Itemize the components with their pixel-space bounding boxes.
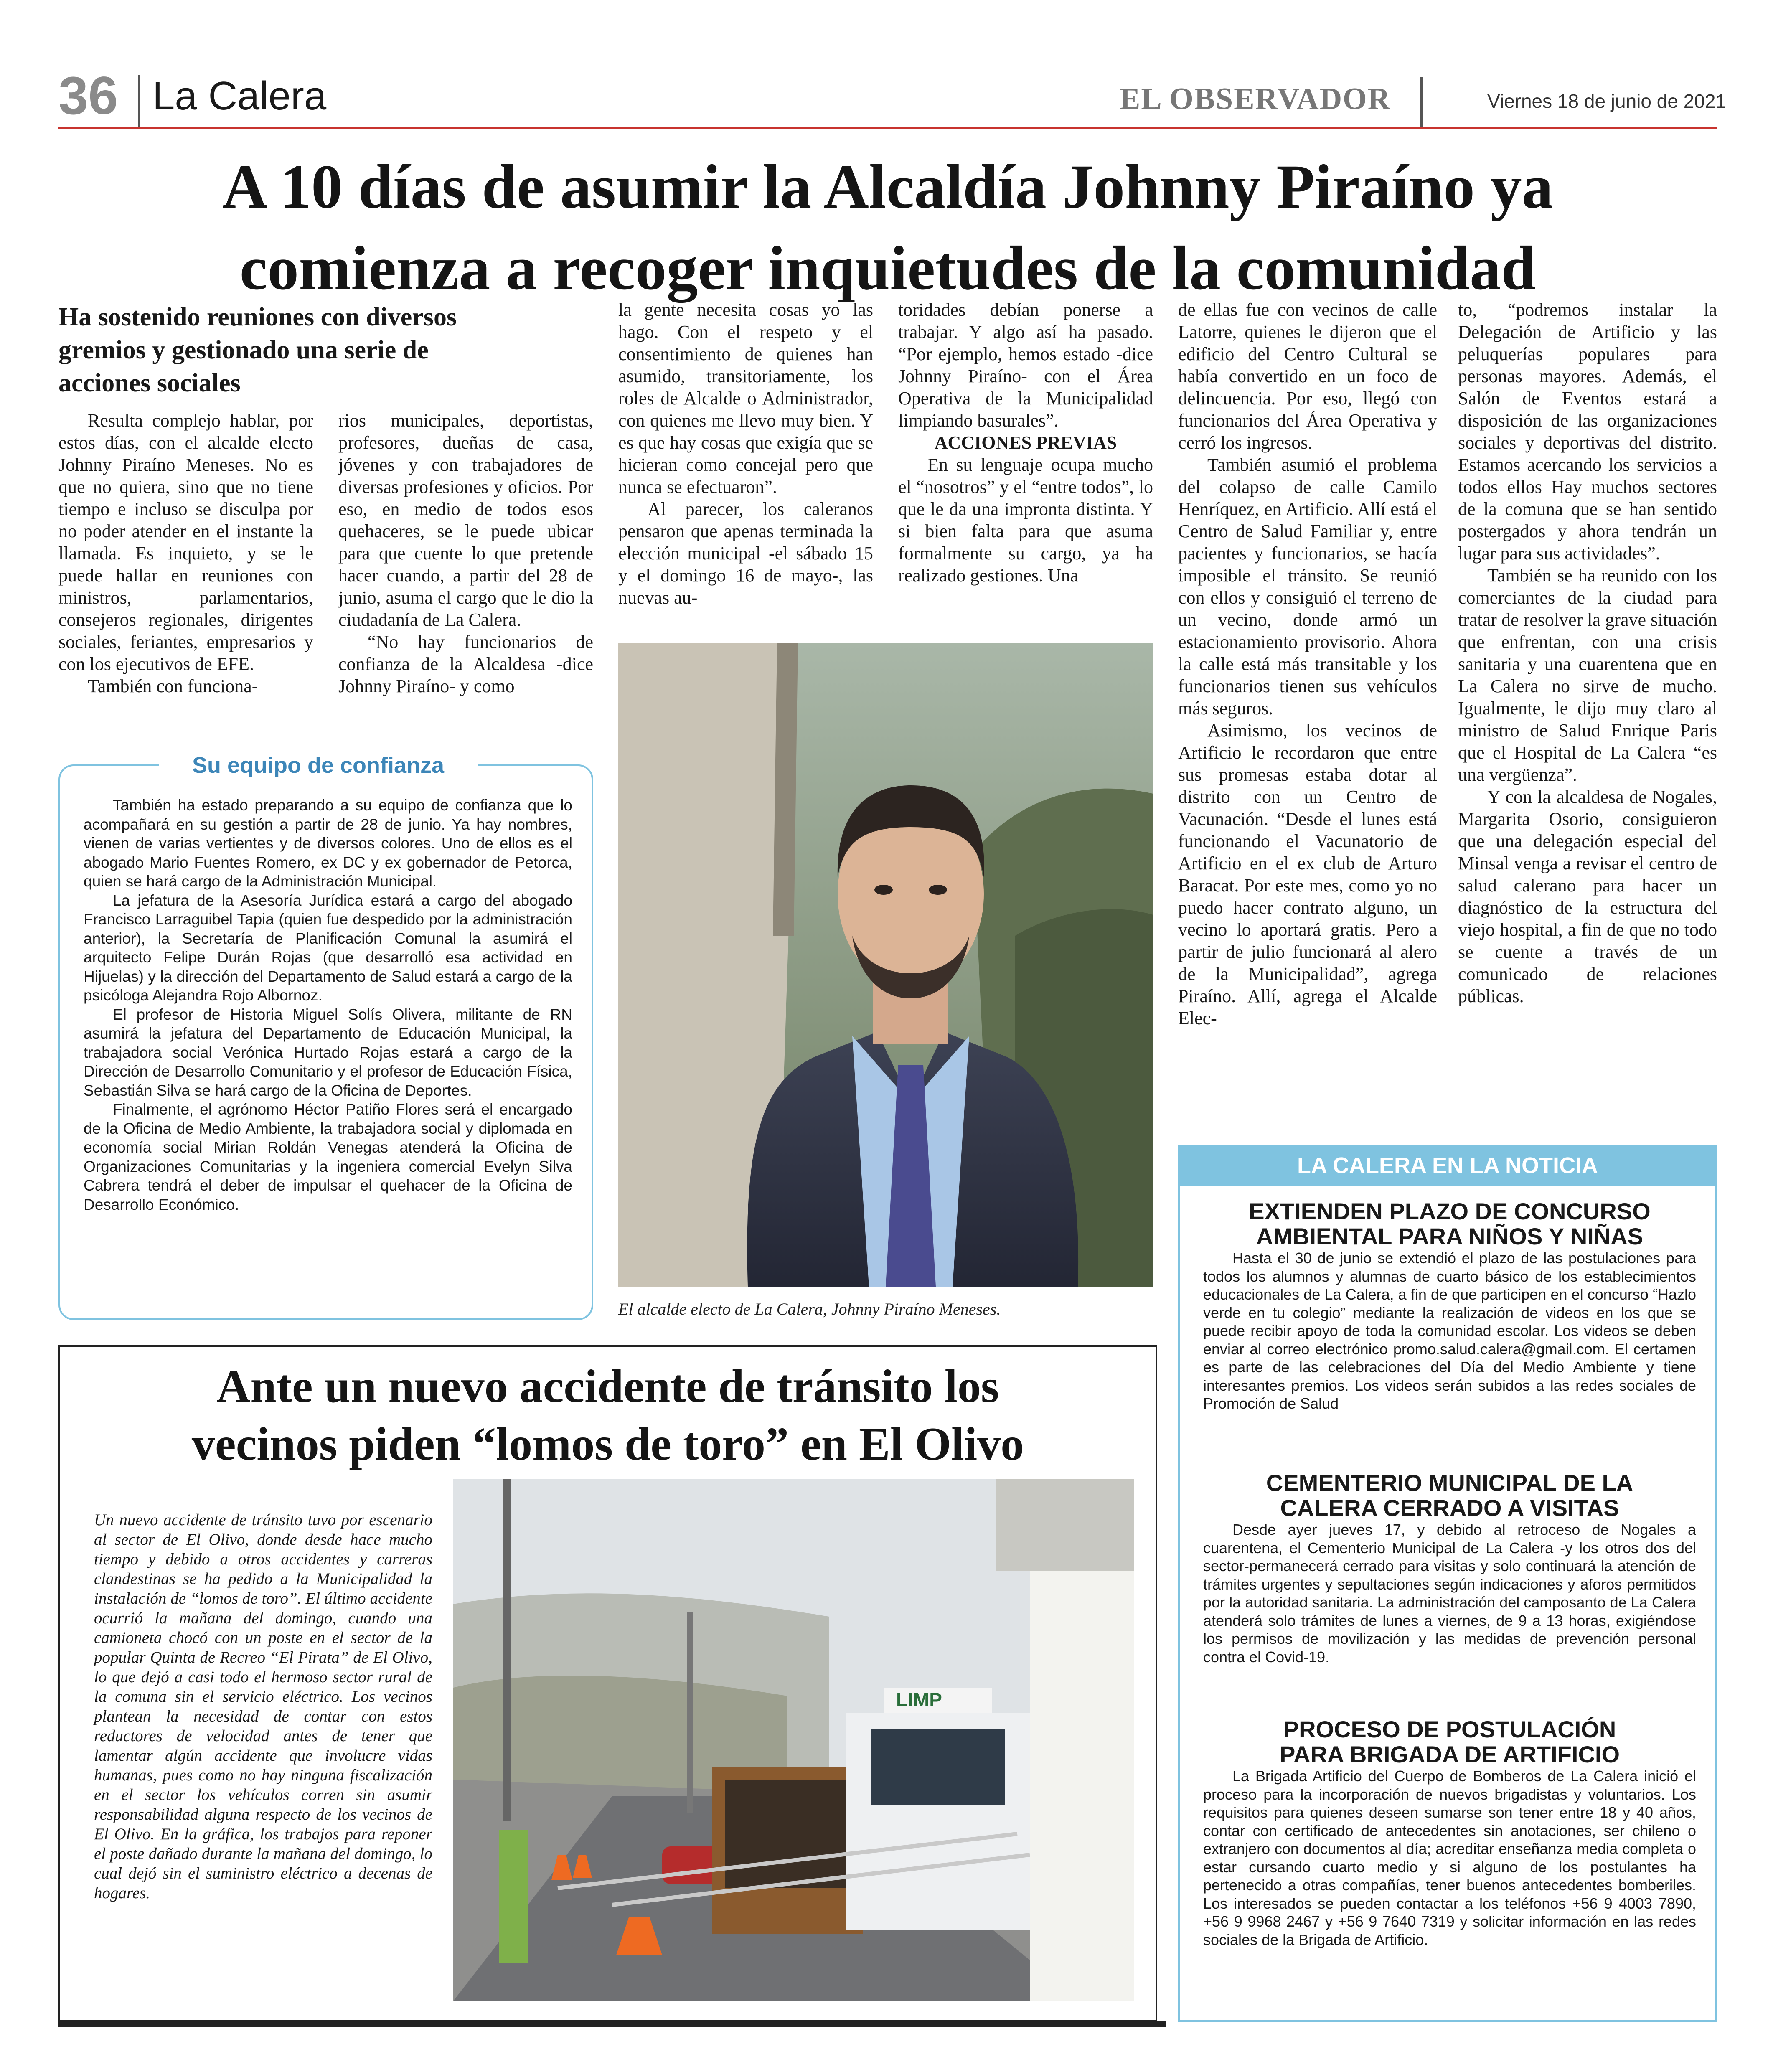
- paragraph: de ellas fue con vecinos de calle Latorre, quienes le dijeron que el edificio del Centro Cultural se había convertido en un foco de delincuencia. Por eso, llegó con funcionarios del Área Operativa y cerró los ingresos.: [1178, 300, 1437, 453]
- news-item-2: [1203, 1470, 1696, 1666]
- news-item-3-body: La Brigada Artificio del Cuerpo de Bomberos de La Calera inició el proceso para la incorporación de nuevos brigadistas y voluntarios. Los requisitos para quienes deseen sumarse son tener entre 18 y 40 años, contar con certificado de antecedentes sin anotaciones, ser chileno o extranjero con documentos al día; acreditar enseñanza media completa o estar cursando cuarto medio y si alguno de los postulantes ha pertenecido a otras compañías, tener buenos antecedentes bomberiles. Los interesados se pueden contactar a los teléfonos +56 9 4003 7890, +56 9 9968 2467 y +56 9 7640 7319 y solicitar información en las redes sociales de la Brigada de Artificio.: [1203, 1767, 1696, 1948]
- article-column-3: [618, 299, 873, 641]
- section-subhead: ACCIONES PREVIAS: [934, 432, 1117, 453]
- article-column-6: [1458, 299, 1717, 1130]
- paragraph: la gente necesita cosas yo las hago. Con el respeto y el consentimiento de quienes han asumido, transitoriamente, los roles de Alcalde o Administrador, con quienes me llevo muy bien. Y es que hay cosas que exigía que se hicieran como concejal pero que nunca se efectuaron”.: [618, 300, 873, 497]
- paragraph: Finalmente, el agrónomo Héctor Patiño Flores será el encargado de la Oficina de Medio Ambiente, la trabajadora social y diplomada en economía social Mirian Roldán Venegas atenderá la Oficina de Organizaciones Comunitarias y la ingeniera comercial Evelyn Silva Cabrera tendrá el deber de impulsar el quehacer de la Oficina de Desarrollo Económico.: [84, 1101, 572, 1213]
- section-name: La Calera: [152, 74, 327, 118]
- news-item-2-body: Desde ayer jueves 17, y debido al retroceso de Nogales a cuarentena, el Cementerio Municipal de La Calera -y los otros dos del sector-permanecerá cerrado para visitas y solo continuará la atención de trámites urgentes y sepultaciones según indicaciones y aforos permitidos por la autoridad sanitaria. La administración del camposanto de La Calera atenderá solo trámites de lunes a viernes, de 9 a 13 horas, exigiéndose los permisos de movilización y las medidas de prevención personal contra el Covid-19.: [1203, 1521, 1696, 1666]
- header-rule: [58, 127, 1717, 130]
- news-item-2-headline-line1: CEMENTERIO MUNICIPAL DE LA: [1266, 1470, 1633, 1496]
- paragraph: El profesor de Historia Miguel Solís Olivera, militante de RN asumirá la jefatura del Departamento de Educación Municipal, la trabajadora social Verónica Hurtado Rojas estará a cargo de la Dirección de Desarrollo Comunitario y el profesor de Educación Física, Sebastián Silva se hará cargo de la Oficina de Deportes.: [84, 1006, 572, 1099]
- paragraph: Al parecer, los caleranos pensaron que apenas terminada la elección municipal -el sábado 15 y el domingo 16 de mayo-, las nuevas au-: [618, 499, 873, 608]
- news-item-3: [1203, 1717, 1696, 1949]
- second-article-shadow: [58, 2021, 1166, 2027]
- second-headline-line2: vecinos piden “lomos de toro” en El Olivo: [191, 1418, 1024, 1470]
- main-headline: [58, 146, 1717, 309]
- second-article-headline: [75, 1358, 1141, 1473]
- article-column-2: [338, 409, 593, 744]
- news-item-1-headline-line1: EXTIENDEN PLAZO DE CONCURSO: [1249, 1198, 1651, 1224]
- header-divider: [138, 75, 140, 130]
- subheadline: Ha sostenido reuniones con diversos gremios y gestionado una serie de acciones sociales: [58, 303, 457, 397]
- paragraph: toridades debían ponerse a trabajar. Y algo así ha pasado. “Por ejemplo, hemos estado -dice Johnny Piraíno- con el Área Operativa de la Municipalidad limpiando basurales”.: [898, 300, 1153, 431]
- accident-photo: [453, 1479, 1134, 2001]
- news-item-3-headline-line1: PROCESO DE POSTULACIÓN: [1283, 1716, 1616, 1742]
- article-column-5: [1178, 299, 1437, 1130]
- mayor-photo-illustration: [618, 643, 1153, 1287]
- paragraph: También con funciona-: [88, 676, 258, 696]
- article-column-1: [58, 409, 313, 744]
- photo-caption: El alcalde electo de La Calera, Johnny Piraíno Meneses.: [618, 1300, 1001, 1318]
- second-article-body: Un nuevo accidente de tránsito tuvo por escenario al sector de El Olivo, donde desde hace mucho tiempo y debido a otros accidentes y carreras clandestinas se ha pedido a la Municipalidad la instalación de “lomos de toro”. El último accidente ocurrió la mañana del domingo, cuando una camioneta chocó con un poste en el sector de la popular Quinta de Recreo “El Pirata” de El Olivo, lo que dejó a casi todo el hermoso sector rural de la comuna sin el servicio eléctrico. Los vecinos plantean la necesidad de contar con estos reductores de velocidad antes de tener que lamentar algún accidente que involucre vidas humanas, pues como no hay ninguna fiscalización en el sector los vehículos corren sin asumir responsabilidad alguna respecto de los vecinos de El Olivo. En la gráfica, los trabajos para reponer el poste dañado durante la mañana del domingo, lo cual dejó sin el suministro eléctrico a decenas de hogares.: [94, 1511, 432, 1902]
- paragraph: Resulta complejo hablar, por estos días, con el alcalde electo Johnny Piraíno Meneses. No es que no quiera, sino que no tiene tiempo e incluso se disculpa por no poder atender en el instante la llamada. Es inquieto, y se le puede hallar en reuniones con ministros, parlamentarios, consejeros regionales, dirigentes sociales, feriantes, empresarios y con los ejecutivos de EFE.: [58, 410, 313, 674]
- team-box-body: [84, 796, 572, 1214]
- paragraph: También se ha reunido con los comerciantes de la ciudad para tratar de resolver la grave situación que enfrentan, con una crisis sanitaria y una cuarentena que en La Calera no sirve de mucho. Igualmente, le dijo muy claro al ministro de Salud Enrique Paris que el Hospital de La Calera “es una vergüenza”.: [1458, 565, 1717, 785]
- page-number: 36: [58, 66, 118, 126]
- issue-date: Viernes 18 de junio de 2021: [1487, 90, 1727, 112]
- paragraph: También asumió el problema del colapso de calle Camilo Henríquez, en Artificio. Allí está el Centro de Salud Familiar y, entre pacientes y funcionarios, se hacía imposible el tránsito. Se reunió con ellos y consiguió el terreno de un vecino, donde armó un estacionamiento provisorio. Ahora la calle está más transitable y los funcionarios tienen sus vehículos más seguros.: [1178, 455, 1437, 719]
- team-box-title: Su equipo de confianza: [159, 752, 478, 779]
- header-divider-right: [1420, 77, 1423, 127]
- mayor-photo: [618, 643, 1153, 1287]
- main-headline-line1: A 10 días de asumir la Alcaldía Johnny Piraíno ya: [222, 152, 1553, 221]
- news-item-2-headline-line2: CALERA CERRADO A VISITAS: [1280, 1495, 1619, 1521]
- news-item-1: [1203, 1199, 1696, 1413]
- accident-photo-illustration: [453, 1479, 1134, 2001]
- news-item-1-body: Hasta el 30 de junio se extendió el plazo de las postulaciones para todos los alumnos y alumnas de cuarto básico de los establecimientos educacionales de La Calera, a fin de que participen en el concurso “Hazlo verde en tu colegio” mediante la realización de videos en los que se puede recibir apoyo de toda la comunidad escolar. Los videos se deben enviar al correo electrónico promo.salud.calera@gmail.com. El certamen es parte de las celebraciones del Día del Medio Ambiente y tiene interesantes premios. Los videos serán subidos a las redes sociales de Promoción de Salud: [1203, 1249, 1696, 1412]
- paragraph: También ha estado preparando a su equipo de confianza que lo acompañará en su gestión a partir de 28 de junio. Ya hay nombres, vienen de varias vertientes y de diversos colores. Uno de ellos es el abogado Mario Fuentes Romero, ex DC y ex gobernador de Petorca, quien se hará cargo de la Administración Municipal.: [84, 797, 572, 890]
- news-item-3-headline-line2: PARA BRIGADA DE ARTIFICIO: [1279, 1741, 1620, 1767]
- truck-sign: LIMP: [896, 1689, 942, 1711]
- paragraph: Asimismo, los vecinos de Artificio le recordaron que entre sus promesas estaba dotar al distrito con un Centro de Vacunación. “Desde el lunes está funcionando el Vacunatorio de Artificio en el ex club de Arturo Baracat. Por este mes, como yo no puedo hacer contrato alguno, un vecino lo aportará gratis. Pero a partir de julio funcionará al alero de la Municipalidad”, agrega Piraíno. Allí, agrega el Alcalde Elec-: [1178, 720, 1437, 1028]
- news-box-title: LA CALERA EN LA NOTICIA: [1178, 1145, 1717, 1186]
- main-headline-line2: comienza a recoger inquietudes de la comunidad: [239, 234, 1536, 303]
- second-headline-line1: Ante un nuevo accidente de tránsito los: [216, 1361, 999, 1412]
- paragraph: “No hay funcionarios de confianza de la Alcaldesa -dice Johnny Piraíno- y como: [338, 632, 593, 696]
- paragraph: to, “podremos instalar la Delegación de Artificio y las peluquerías populares para personas mayores. Además, el Salón de Eventos estará a disposición de las organizaciones sociales y deportivas del distrito. Estamos acercando los servicios a todos ellos Hay muchos sectores de la comuna que se han sentido postergados y ahora tendrán un lugar para sus actividades”.: [1458, 300, 1717, 564]
- paragraph: La jefatura de la Asesoría Jurídica estará a cargo del abogado Francisco Larraguibel Tapia (quien fue despedido por la administración anterior), la Secretaría de Planificación Comunal la asumirá el arquitecto Felipe Durán Rojas (que desarrolló esa actividad en Hijuelas) y la dirección del Departamento de Salud estará a cargo de la psicóloga Alejandra Rojo Albornoz.: [84, 891, 572, 1004]
- paragraph: Y con la alcaldesa de Nogales, Margarita Osorio, consiguieron que una delegación especial del Minsal venga a revisar el centro de salud calerano para hacer un diagnóstico de la estructura del viejo hospital, a fin de que no todo se cuente a través de un comunicado de relaciones públicas.: [1458, 787, 1717, 1006]
- article-column-4: [898, 299, 1153, 641]
- news-item-1-headline-line2: AMBIENTAL PARA NIÑOS Y NIÑAS: [1256, 1223, 1644, 1249]
- paragraph: En su lenguaje ocupa mucho el “nosotros” y el “entre todos”, lo que le da una impronta distinta. Y si bien falta para que asuma formalmente su cargo, ya ha realizado gestiones. Una: [898, 455, 1153, 586]
- paragraph: rios municipales, deportistas, profesores, dueñas de casa, jóvenes y con trabajadores de diversas profesiones y oficios. Por eso, en medio de todos esos quehaceres, se le puede ubicar para que cuente lo que pretende hacer cuando, a partir del 28 de junio, asuma el cargo que le dio la ciudadanía de La Calera.: [338, 410, 593, 630]
- paper-name: EL OBSERVADOR: [1120, 82, 1391, 116]
